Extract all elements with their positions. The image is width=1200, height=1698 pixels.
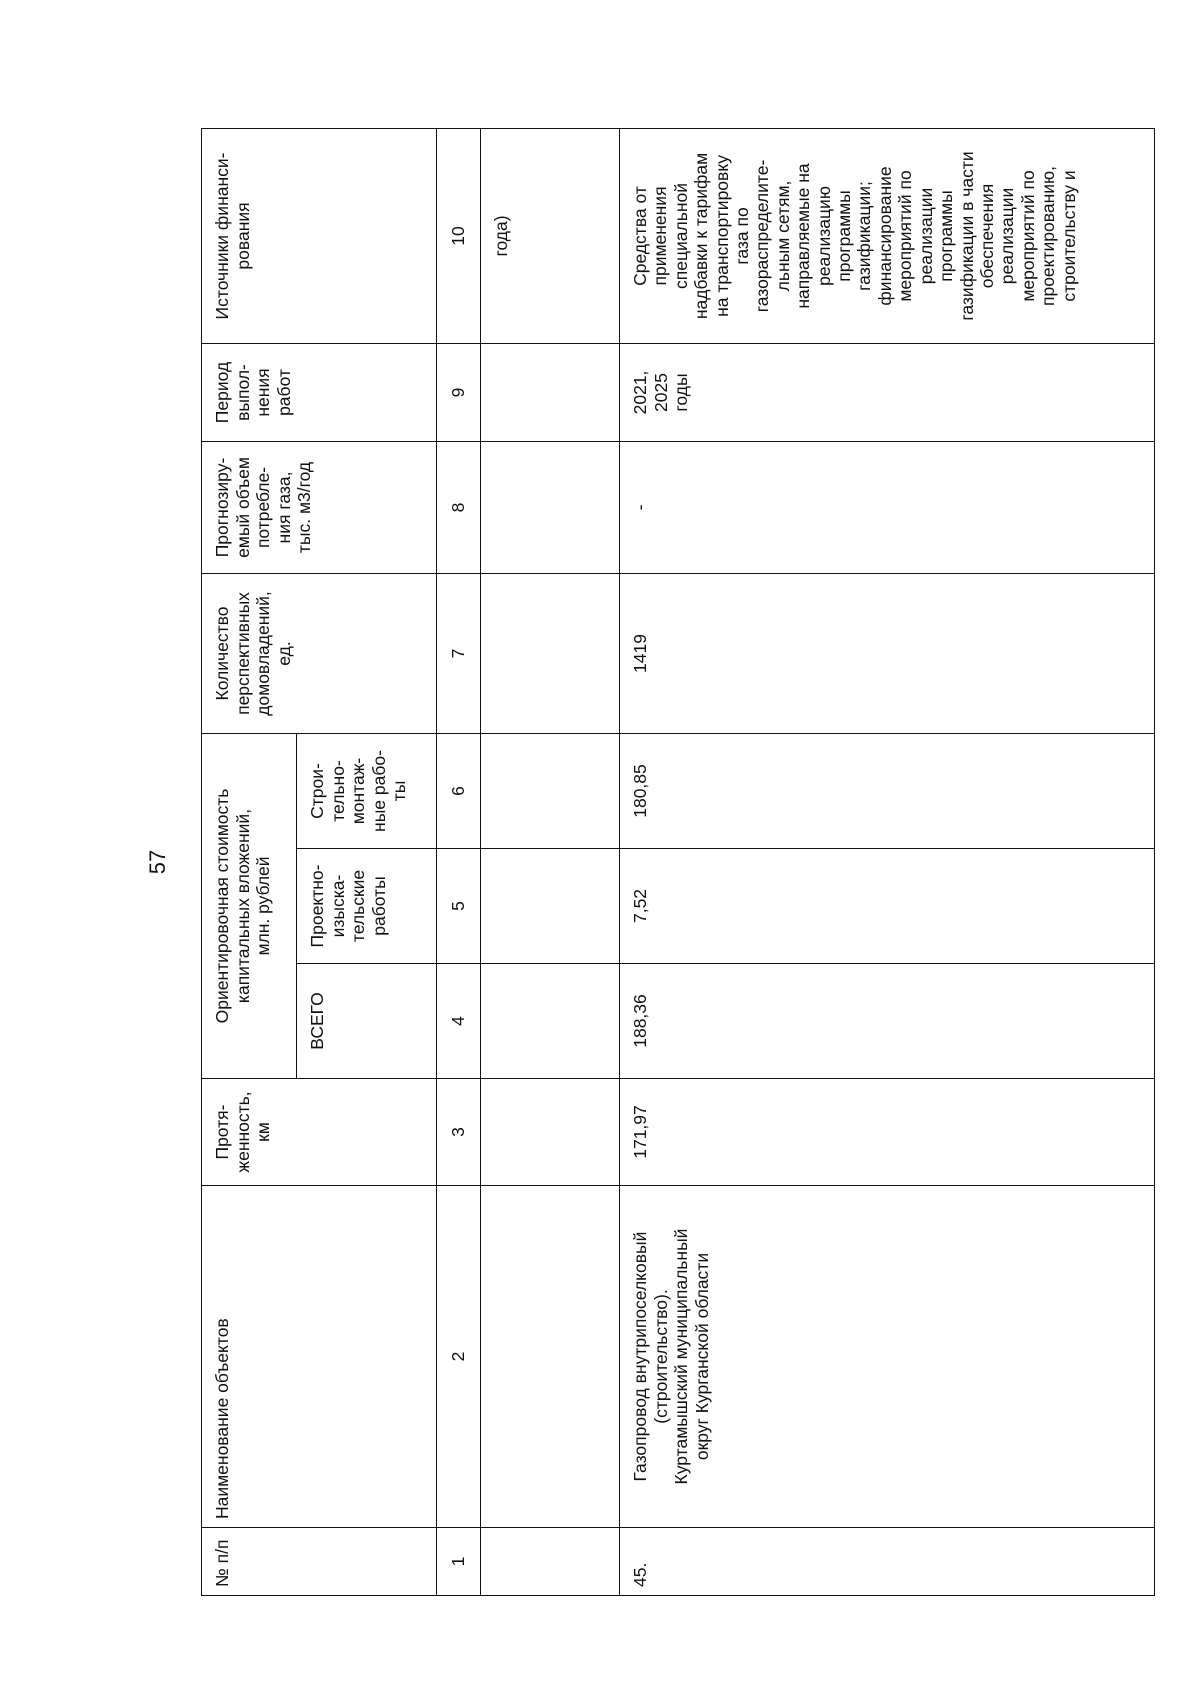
cost-construction: 180,85: [620, 733, 1155, 848]
header-cost-group: Ориентировочная стоимость капитальных вложений, млн. рублей: [202, 733, 297, 1078]
funding-source: Средства от применения специальной надбавки к тарифам на транспортировку газа по газораспределите- льным сетям, направляемые на реализацию программы газификации; финансирование мероприятий по реализации программы газификации в части обеспечения реализации мероприятий по проектированию, строительству и: [620, 128, 1155, 343]
header-period: Период выпол- нения работ: [202, 343, 437, 441]
column-number: 1: [437, 1528, 481, 1596]
row-number: 45.: [620, 1528, 1155, 1596]
continuation-cell: [481, 441, 620, 573]
header-cost-total: ВСЕГО: [297, 964, 437, 1079]
continuation-source: года): [481, 128, 620, 343]
pipeline-length: 171,97: [620, 1079, 1155, 1186]
gasification-objects-table: [201, 128, 1155, 1596]
continuation-cell: [481, 1079, 620, 1186]
column-number: 8: [437, 441, 481, 573]
column-number: 5: [437, 849, 481, 964]
households-count: 1419: [620, 573, 1155, 733]
continuation-cell: [481, 1186, 620, 1528]
header-gas-volume: Прогнозиру- емый объем потребле- ния газа, тыс. м3/год: [202, 441, 437, 573]
continuation-cell: [481, 573, 620, 733]
column-number: 9: [437, 343, 481, 441]
continuation-cell: [481, 964, 620, 1079]
column-number: 6: [437, 733, 481, 848]
header-cost-construction: Строи- тельно- монтаж- ные рабо- ты: [297, 733, 437, 848]
continuation-cell: [481, 343, 620, 441]
continuation-cell: [481, 733, 620, 848]
header-cost-design: Проектно- изыска- тельские работы: [297, 849, 437, 964]
column-number: 4: [437, 964, 481, 1079]
header-length: Протя- женность, км: [202, 1079, 437, 1186]
continuation-row: [481, 128, 620, 1595]
header-households: Количество перспективных домовладений, ед.: [202, 573, 437, 733]
page-number: 57: [145, 849, 170, 875]
header-funding-source: Источники финанси- рования: [202, 128, 437, 343]
header-name: Наименование объектов: [202, 1186, 437, 1528]
rotated-table-container: [201, 129, 1140, 1596]
column-number: 7: [437, 573, 481, 733]
continuation-cell: [481, 849, 620, 964]
header-num: № п/п: [202, 1528, 437, 1596]
column-number: 3: [437, 1079, 481, 1186]
work-period: 2021, 2025 годы: [620, 343, 1155, 441]
object-name: Газопровод внутрипоселковый (строительство). Куртамышский муниципальный округ Курганской области: [620, 1186, 1155, 1528]
table-row: [620, 128, 1155, 1595]
cost-design: 7,52: [620, 849, 1155, 964]
continuation-cell: [481, 1528, 620, 1596]
cost-total: 188,36: [620, 964, 1155, 1079]
column-number: 10: [437, 128, 481, 343]
column-number-row: [437, 128, 481, 1595]
header-row-1: [202, 128, 297, 1595]
column-number: 2: [437, 1186, 481, 1528]
gas-volume: -: [620, 441, 1155, 573]
